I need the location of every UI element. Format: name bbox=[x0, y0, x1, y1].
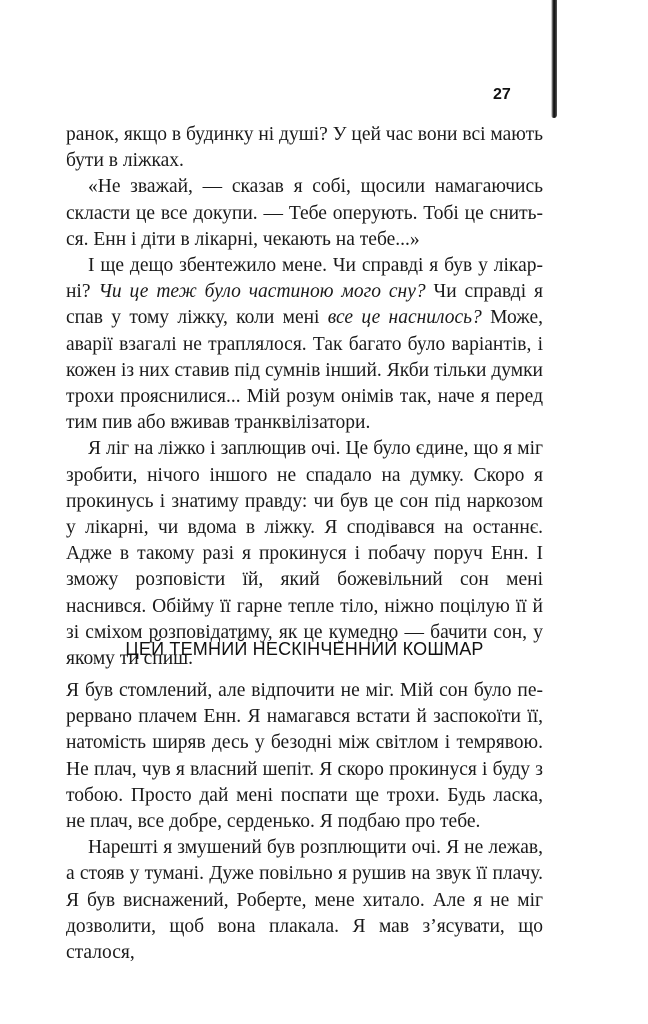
paragraph-text: «Не зважай, — сказав я собі, щосили намагаючись скласти це все докупи. — Тебе оперують. Тобі це сниться. Енн і діти в лікарні, чекають на тебе...» bbox=[66, 176, 543, 250]
italic-text: Чи це теж було частиною мого сну? bbox=[98, 281, 426, 303]
paragraph-text: Я ліг на ліжко і заплющив очі. Це було єдине, що я міг зробити, нічого іншого не спадало на думку. Скоро я прокинусь і знатиму правду: чи був це сон під наркозом у лікарні, чи вдома в ліжку. Я сподівався на останнє. Адже в такому разі я прокинуся і побачу поруч Енн. І зможу розповісти їй, який божевільний сон мені наснився. Обійму її гарне тепле тіло, ніжно поцілую її й зі сміхом розповідатиму, як це кумедно — бачити сон, у якому ти спиш. bbox=[66, 438, 543, 670]
paragraph bbox=[66, 174, 543, 253]
paragraph-text: Я був стомлений, але відпочити не міг. Мій сон було перервано плачем Енн. Я намагався встати й заспокоїти її, натомість ширяв десь у безодні між світлом і темрявою. Не плач, чув я власний шепіт. Я скоро прокинуся і буду з тобою. Просто дай мені поспати ще трохи. Будь ласка, не плач, все добре, серденько. Я подбаю про тебе. bbox=[66, 680, 543, 833]
paragraph bbox=[66, 253, 543, 436]
paragraph bbox=[66, 835, 543, 966]
paragraph bbox=[66, 678, 543, 835]
paragraph-text: Може, аварії взагалі не траплялося. Так багато було варіантів, і кожен із них ставив під сумнів інший. Якби тільки думки трохи прояснилися... Мій розум онімів так, наче я перед тим пив або вживав транквілізатори. bbox=[66, 307, 543, 434]
paragraph-text: І ще дещо збентежило мене. Чи справді я був у лікарні? bbox=[66, 255, 543, 303]
paragraph-text: Нарешті я змушений був розплющити очі. Я не лежав, а стояв у тумані. Дуже повільно я рушив на звук її плачу. Я був виснажений, Роберте, мене хитало. Але я не міг дозволити, щоб вона плакала. Я мав з’ясувати, що сталося, bbox=[66, 837, 543, 964]
paragraph bbox=[66, 436, 543, 672]
section-title: ЦЕЙ ТЕМНИЙ НЕСКІНЧЕННИЙ КОШМАР bbox=[125, 639, 484, 659]
paragraph-text: ранок, якщо в будинку ні душі? У цей час вони всі мають бути в ліжках. bbox=[66, 124, 543, 172]
body-text-after-section bbox=[66, 678, 543, 966]
paragraph bbox=[66, 122, 543, 174]
page-edge-mark bbox=[551, 0, 557, 118]
body-text-before-section bbox=[66, 122, 543, 672]
page-number: 27 bbox=[493, 86, 511, 103]
italic-text: все це наснилось? bbox=[327, 307, 482, 329]
paragraph-text: Чи справді я спав у тому ліжку, коли мені bbox=[66, 281, 544, 329]
